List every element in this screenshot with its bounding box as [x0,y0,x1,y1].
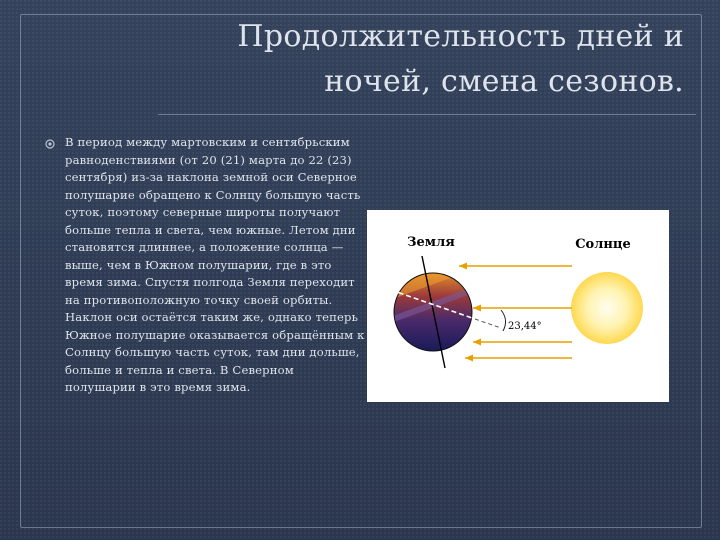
title-line-2: ночей, смена сезонов. [324,64,684,99]
earth-label: Земля [407,235,455,250]
bullet-text: В период между мартовским и сентябрьским равноденствиями (от 20 (21) марта до 22 (23) сентября) из-за наклона земной оси Северное полушарие обращено к Солнцу большую часть суток, поэтому северные широты получают больше тепла и света, чем южные. Летом дни становятся длиннее, а положение солнца — выше, чем в Южном полушарии, где в это время зима. Спустя полгода Земля переходит на противоположную точку своей орбиты. Наклон оси остаётся таким же, однако теперь Южное полушарие оказывается обращённым к Солнцу большую часть суток, там дни дольше, больше и тепла и света. В Северном полушарии в это время зима. [65,135,365,394]
angle-arc [501,310,506,331]
title-line-1: Продолжительность дней и [237,19,684,54]
bullet-icon [45,139,55,149]
slide-title [124,14,684,104]
sun-label: Солнце [575,237,631,252]
sun-shape [571,272,643,344]
earth-sun-diagram [367,210,669,402]
sun-rays [459,266,572,358]
angle-label: 23,44° [508,321,542,332]
earth-shape [382,259,472,351]
earth-sun-figure [367,210,669,402]
title-divider [158,114,696,115]
